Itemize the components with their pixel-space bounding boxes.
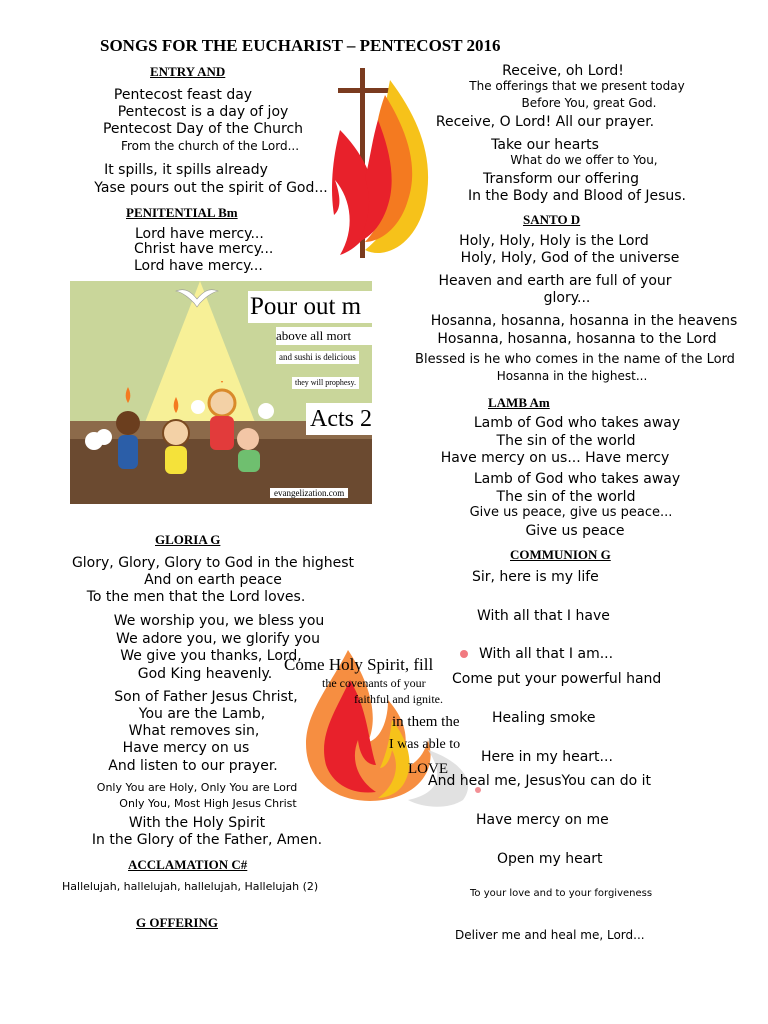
gloria-line: Son of Father Jesus Christ, <box>114 689 298 705</box>
picture-text-line: Acts 2 <box>306 403 372 435</box>
communion-line: With all that I have <box>477 608 610 624</box>
picture-credit: evangelization.com <box>270 488 348 498</box>
communion-line: And heal me, JesusYou can do it <box>428 773 652 789</box>
penitential-heading: PENITENTIAL Bm <box>126 205 238 220</box>
santo-line: Hosanna, hosanna, hosanna in the heavens <box>430 313 738 329</box>
santo-line: Blessed is he who comes in the name of the Lord <box>415 352 735 367</box>
lamb-line: Lamb of God who takes away <box>473 415 681 431</box>
entry-line: From the church of the Lord... <box>120 139 300 153</box>
picture-text-line: and sushi is delicious <box>276 351 359 364</box>
entry-heading: ENTRY AND <box>150 64 226 79</box>
overlay-text-line: Come Holy Spirit, fill <box>284 655 434 674</box>
entry-line: Pentecost Day of the Church <box>102 121 304 137</box>
gloria-line: In the Glory of the Father, Amen. <box>91 832 323 848</box>
offering-heading: G OFFERING <box>136 915 218 930</box>
acclamation-line: Hallelujah, hallelujah, hallelujah, Hallelujah (2) <box>62 880 319 893</box>
communion-line: Sir, here is my life <box>472 569 599 585</box>
overlay-text-line: I was able to <box>389 737 461 752</box>
children-figures-icon <box>80 381 290 491</box>
gloria-line: And listen to our prayer. <box>108 758 278 774</box>
gloria-line: We worship you, we bless you <box>113 613 325 629</box>
penitential-line: Lord have mercy... <box>134 258 263 274</box>
gloria-line: God King heavenly. <box>137 666 273 682</box>
pentecost-flame-cross-icon <box>330 60 440 270</box>
offering-line: Receive, oh Lord! <box>502 63 624 79</box>
picture-text-line: Pour out m <box>248 291 372 323</box>
gloria-line: To the men that the Lord loves. <box>86 589 306 605</box>
penitential-line: Christ have mercy... <box>134 241 274 257</box>
pentecost-illustration <box>70 281 372 504</box>
santo-line: Hosanna in the highest... <box>496 369 648 383</box>
offering-line: What do we offer to You, <box>510 153 658 167</box>
lamb-line: The sin of the world <box>496 489 636 505</box>
communion-line: Healing smoke <box>492 710 596 726</box>
picture-text-line: they will prophesy. <box>292 377 359 389</box>
gloria-line: With the Holy Spirit <box>128 815 266 831</box>
communion-line: Deliver me and heal me, Lord... <box>455 928 645 942</box>
gloria-line: Glory, Glory, Glory to God in the highest <box>71 555 355 571</box>
entry-line: Yase pours out the spirit of God... <box>94 180 328 196</box>
overlay-text-line: LOVE <box>408 761 448 777</box>
communion-line: Have mercy on me <box>476 812 609 828</box>
offering-line: The offerings that we present today <box>469 79 685 93</box>
communion-line: Here in my heart... <box>481 749 613 765</box>
lamb-line: The sin of the world <box>496 433 636 449</box>
gloria-line: Only You, Most High Jesus Christ <box>119 797 297 810</box>
gloria-line: What removes sin, <box>128 723 260 739</box>
lamb-line: Have mercy on us... Have mercy <box>440 450 670 466</box>
gloria-heading: GLORIA G <box>155 532 221 547</box>
communion-line: Open my heart <box>497 851 603 867</box>
entry-line: It spills, it spills already <box>104 162 268 178</box>
offering-line: In the Body and Blood of Jesus. <box>467 188 687 204</box>
entry-line: Pentecost is a day of joy <box>117 104 289 120</box>
entry-line: Pentecost feast day <box>113 87 253 103</box>
gloria-line: You are the Lamb, <box>138 706 266 722</box>
gloria-line: We give you thanks, Lord, <box>120 648 302 664</box>
communion-line: Come put your powerful hand <box>452 671 662 687</box>
santo-line: Hosanna, hosanna, hosanna to the Lord <box>437 331 717 347</box>
penitential-line: Lord have mercy... <box>135 226 264 242</box>
lamb-heading: LAMB Am <box>488 395 550 410</box>
overlay-text-line: faithful and ignite. <box>354 692 443 706</box>
picture-text-line: above all mort <box>276 327 372 345</box>
gloria-line: Only You are Holy, Only You are Lord <box>96 781 298 794</box>
lamb-line: Lamb of God who takes away <box>473 471 681 487</box>
overlay-text-line: in them the <box>392 714 460 730</box>
lamb-line: Give us peace, give us peace... <box>469 505 673 520</box>
acclamation-heading: ACCLAMATION C# <box>128 857 248 872</box>
santo-heading: SANTO D <box>523 212 581 227</box>
overlay-text-line: the covenants of your <box>322 676 426 690</box>
santo-line: glory... <box>543 290 591 306</box>
dove-icon <box>174 285 220 309</box>
lamb-line: Give us peace <box>525 523 625 539</box>
santo-line: Holy, Holy, Holy is the Lord <box>459 233 649 249</box>
communion-line: To your love and to your forgiveness <box>470 888 653 899</box>
gloria-line: We adore you, we glorify you <box>116 631 320 647</box>
gloria-line: And on earth peace <box>144 572 282 588</box>
gloria-line: Have mercy on us <box>122 740 250 756</box>
santo-line: Holy, Holy, God of the universe <box>460 250 680 266</box>
communion-heading: COMMUNION G <box>510 547 611 562</box>
page-title: SONGS FOR THE EUCHARIST – PENTECOST 2016 <box>100 36 501 55</box>
santo-line: Heaven and earth are full of your <box>438 273 672 289</box>
offering-line: Receive, O Lord! All our prayer. <box>435 114 655 130</box>
communion-line: With all that I am... <box>479 646 614 662</box>
offering-line: Before You, great God. <box>521 96 657 110</box>
offering-line: Take our hearts <box>491 137 599 153</box>
offering-line: Transform our offering <box>483 171 639 187</box>
